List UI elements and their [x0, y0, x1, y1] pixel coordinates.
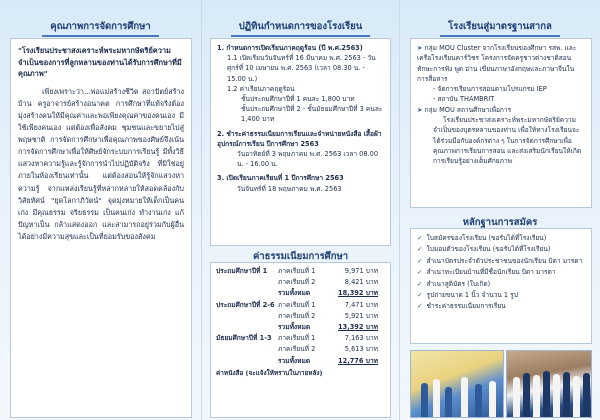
- fee-amount: 8,421 บาท: [344, 278, 378, 287]
- quality-quote: "โรงเรียนประชาสงเคราะห์พระมหากษัตริย์ความจำเป็นของการที่ลูกหลานของท่านได้รับการศึกษาที่มีคุณภาพ": [18, 46, 182, 79]
- dash-icon: -: [433, 85, 438, 94]
- evidence-item: [417, 256, 585, 267]
- evidence-item-text: สำเนาบัตรประจำตัวประชาชนของนักเรียน บิดา มารดา: [426, 256, 583, 265]
- evidence-item: [417, 279, 585, 290]
- student-figure: [533, 375, 540, 417]
- calendar-heading-2: 2. ชำระค่าธรรมเนียมการเรียนและจำหน่ายหนังสือ เสื้อผ้า อุปกรณ์การเรียน ปีการศึกษา 2563: [217, 129, 382, 148]
- student-figure: [461, 377, 468, 417]
- evidence-item-text: ชำระค่าธรรมเนียมการเรียน: [426, 302, 506, 311]
- fee-row: [216, 300, 385, 311]
- fees-title: ค่าธรรมเนียมการศึกษา: [245, 249, 356, 267]
- standards-sub-2-text: สถาบัน THAMBRIT: [437, 95, 495, 104]
- calendar-line-1-1: 1.1 เปิดเรียนวันจันทร์ที่ 16 มีนาคม พ.ศ. 2563 - วันศุกร์ที่ 10 เมษายน พ.ศ. 2563 (เวลา 08.30 น. - 15.00 น.): [227, 54, 376, 83]
- standards-sub-3: โรงเรียนประชาสงเคราะห์พระมหากษัตริย์ความจำเป็นของบุตรหลานของท่าน เพื่อให้ทางโรงเรียนจะได้ร่วมมือกับองค์กรต่าง ๆ ในการจัดการศึกษาเพื่อคุณภาพการเรียนการสอน และส่งเสริมนักเรียนให้เกิดการเรียนรู้อย่างเต็มศักยภาพ: [433, 116, 582, 166]
- student-figure: [563, 372, 570, 417]
- fees-footer: ค่าหนังสือ (จะแจ้งให้ทราบในภายหลัง): [216, 368, 323, 377]
- evidence-item-text: ใบมอบตัวของโรงเรียน (ขอรับได้ที่โรงเรียน): [426, 245, 551, 254]
- evidence-item: [417, 244, 585, 255]
- evidence-item-text: สำเนาสูติบัตร (ใบเกิด): [426, 279, 491, 288]
- fee-amount: 5,613 บาท: [344, 345, 378, 354]
- fee-term: ภาคเรียนที่ 1: [278, 267, 316, 275]
- evidence-item-text: ใบสมัครของโรงเรียน (ขอรับได้ที่โรงเรียน): [426, 234, 547, 242]
- fee-term: ภาคเรียนที่ 1: [278, 334, 316, 343]
- standards-sub-2: [417, 94, 585, 104]
- fee-row: [216, 288, 385, 299]
- fee-row: [216, 266, 385, 277]
- standards-item-2: [417, 105, 585, 115]
- fee-amount: 12,776 บาท: [338, 356, 378, 365]
- evidence-item: [417, 301, 585, 312]
- student-figure: [445, 387, 452, 417]
- fee-amount: 18,392 บาท: [338, 289, 378, 298]
- standards-item-2-text: กลุ่ม MOU สถานศึกษาเพื่อการ: [424, 105, 512, 114]
- student-figure: [523, 373, 530, 417]
- fee-term: ภาคเรียนที่ 1: [278, 300, 316, 309]
- fee-amount: 5,921 บาท: [344, 311, 378, 320]
- evidence-item: [417, 267, 585, 278]
- evidence-item-text: สำเนาทะเบียนบ้านที่มีชื่อนักเรียน บิดา มารดา: [426, 268, 556, 277]
- evidence-list: [417, 233, 585, 313]
- calendar-line-1-2b: ชั้นประถมศึกษาปีที่ 2 - ชั้นมัธยมศึกษาปีที่ 3 คนละ 1,400 บาท: [241, 105, 383, 124]
- checkmark-icon: ✓: [417, 291, 423, 300]
- fee-row: [216, 322, 385, 333]
- checkmark-icon: ✓: [417, 302, 423, 311]
- checkmark-icon: ✓: [417, 256, 423, 265]
- fee-term: ภาคเรียนที่ 2: [278, 311, 316, 320]
- evidence-item-text: รูปถ่ายขนาด 1 นิ้ว จำนวน 1 รูป: [426, 291, 518, 300]
- checkmark-icon: ✓: [417, 234, 423, 242]
- fee-row: [216, 344, 385, 355]
- students-photo-left: [410, 350, 504, 418]
- fee-level: มัธยมศึกษาปีที่ 1-3: [216, 334, 272, 343]
- standards-title-bar: [406, 14, 594, 32]
- fee-row: [216, 311, 385, 322]
- quality-box: [10, 38, 192, 418]
- checkmark-icon: ✓: [417, 268, 423, 277]
- arrow-icon: ➤: [417, 105, 423, 114]
- evidence-item: [417, 290, 585, 301]
- calendar-box: [210, 38, 391, 246]
- fee-row: [216, 333, 385, 344]
- fee-amount: 7,471 บาท: [344, 300, 378, 309]
- student-figure: [513, 377, 520, 417]
- calendar-title: ปฏิทินกำหนดการของโรงเรียน: [231, 19, 370, 37]
- calendar-heading-1: 1. กำหนดการเปิดเรียนภาคฤดูร้อน (ปี พ.ศ.2563): [217, 44, 363, 52]
- fee-level: [216, 322, 278, 333]
- fee-amount: 7,163 บาท: [344, 334, 378, 343]
- quality-title-bar: [6, 14, 195, 32]
- calendar-title-bar: [208, 14, 393, 32]
- fee-term: รวมทั้งหมด: [278, 356, 311, 365]
- checkmark-icon: ✓: [417, 279, 423, 288]
- fee-amount: 9,971 บาท: [344, 267, 378, 275]
- standards-box: [410, 38, 592, 208]
- fee-level: [216, 277, 278, 288]
- fee-amount: 13,392 บาท: [338, 323, 378, 332]
- evidence-title: หลักฐานการสมัคร: [455, 215, 546, 233]
- standards-sub-1-text: จัดการเรียนการสอนตามโปรแกรม IEP: [437, 85, 547, 94]
- fee-term: รวมทั้งหมด: [278, 289, 311, 298]
- quality-title: คุณภาพการจัดการศึกษา: [42, 19, 159, 37]
- calendar-heading-3: 3. เปิดเรียนภาคเรียนที่ 1 ปีการศึกษา 2563: [217, 174, 344, 183]
- calendar-line-2: วันอาทิตย์ที่ 3 พฤษภาคม พ.ศ. 2563 เวลา 08.00 น. - 16.00 น.: [237, 150, 379, 169]
- fee-level: [216, 356, 278, 367]
- calendar-line-1-2a: ชั้นประถมศึกษาปีที่ 1 คนละ 1,800 บาท: [241, 95, 355, 104]
- evidence-title-bar: [406, 210, 594, 228]
- standards-title: โรงเรียนสู่มาตรฐานสากล: [440, 19, 560, 37]
- fee-term: ภาคเรียนที่ 2: [278, 278, 316, 287]
- fee-level: ประถมศึกษาปีที่ 2-6: [216, 300, 275, 309]
- students-photo-right: [506, 350, 592, 418]
- student-figure: [543, 371, 550, 417]
- fee-row: [216, 277, 385, 288]
- evidence-box: [410, 228, 592, 344]
- fee-level: ประถมศึกษาปีที่ 1: [216, 267, 268, 275]
- dash-icon: -: [433, 95, 438, 104]
- standards-sub-1: [417, 84, 585, 94]
- fee-term: ภาคเรียนที่ 2: [278, 345, 316, 354]
- standards-item-1-text: กลุ่ม MOU Cluster จากโรงเรียนของศึกษา รสพ. และเครือโรงเรียนคาร์วิชร โครงการจัดครูชาวต่างชาติสอนทักษะการฟัง พูด อ่าน เขียนภาษาอังกฤษและภาษาจีนในการสื่อสาร: [417, 44, 577, 83]
- calendar-line-1-2: 1.2 ค่าเรียนภาคฤดูร้อน: [227, 84, 295, 93]
- fees-table: [216, 266, 385, 367]
- student-figure: [421, 383, 428, 417]
- fee-level: [216, 344, 278, 355]
- checkmark-icon: ✓: [417, 245, 423, 254]
- evidence-item: [417, 233, 585, 244]
- fees-title-bar: [208, 244, 393, 262]
- student-figure: [583, 373, 590, 417]
- fee-term: รวมทั้งหมด: [278, 323, 311, 332]
- fee-level: [216, 311, 278, 322]
- fee-row: [216, 356, 385, 367]
- student-figure: [489, 381, 496, 417]
- student-figure: [553, 374, 560, 417]
- quality-body: เพียงเพราะว่า...พ่อแม่สร้างชีวิต สถาปัตย์สร้างบ้าน ครูอาจารย์สร้างอนาคต การศึกษาที่แท้จริงต้องมุ่งสร้างคนให้มีคุณค่าและพอเพียงคุณค่าของคนเอง มีใช้เพียงคนเอง แต่ต้องเพื่อสังคม ชุมชนและขยายไปสู่พฤษชาติ การจัดการศึกษาเพื่อคุณภาพของศิษย์จึงเน้นการจัดการศึกษาเพื่อให้ศิษย์จักระบบการเรียนรู้ มีทั้งวิธีแสวงหาความรู้และรู้จักการนำไปปฏิบัติจริง ที่มิใช่อยู่ภายในห้องเรียนเท่านั้น แต่ต้องสอนให้รู้จักแสวงหาความรู้ จากแหล่งเรียนรู้ที่หลากหลายให้สอดคล้องกับวิสัยทัศน์ "ยุคโลกาภิวัตน์" จุดมุ่งหมายให้เด็กเป็นคนเก่ง มีคุณธรรม จริยธรรม เป็นคนเก่ง ทำงานเก่ง แก้ปัญหาเป็น กล้าแสดงออก และสามารถอยู่ร่วมกับผู้อื่นได้อย่างมีความสุขและเป็นที่ยอมรับของสังคม: [18, 86, 184, 241]
- student-figure: [475, 384, 482, 417]
- fee-level: [216, 288, 278, 299]
- student-figure: [433, 379, 440, 417]
- fees-box: [210, 262, 391, 418]
- standards-item-1: [417, 43, 585, 84]
- student-figure: [573, 376, 580, 417]
- calendar-line-3: วันจันทร์ที่ 18 พฤษภาคม พ.ศ. 2563: [237, 184, 342, 193]
- arrow-icon: ➤: [417, 44, 423, 52]
